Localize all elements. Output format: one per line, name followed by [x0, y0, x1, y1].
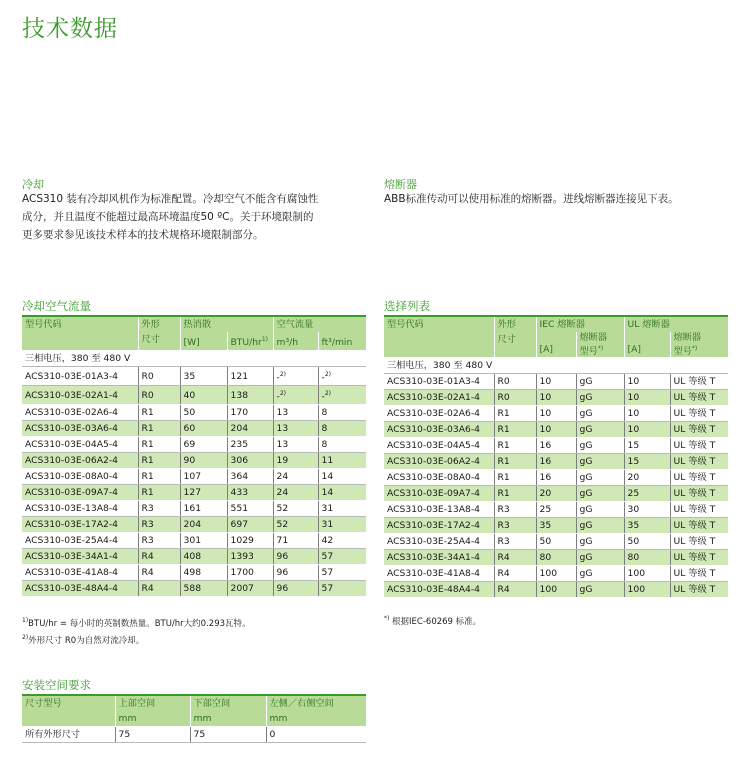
cell-type-code: ACS310-03E-41A8-4 — [384, 566, 494, 582]
fuse-body — [384, 374, 728, 598]
cell-ul-type: UL 等级 T — [670, 550, 728, 566]
cell-ul-a: 50 — [624, 534, 670, 550]
footnote-text: 外形尺寸 R0为自然对流冷却。 — [28, 635, 145, 646]
cell-ul-a: 15 — [624, 438, 670, 454]
airflow-table-title: 冷却空气流量 — [22, 299, 91, 313]
cell-frame: R1 — [138, 405, 180, 421]
cooling-text — [22, 190, 367, 244]
fuse-type-line2 — [674, 343, 726, 357]
cell-w: 127 — [180, 485, 227, 501]
cell-btu: 1700 — [227, 565, 273, 581]
cell-type-code: ACS310-03E-01A3-4 — [384, 374, 494, 390]
header-btu — [227, 332, 273, 351]
cell-ul-a: 80 — [624, 550, 670, 566]
cell-ft3: -$^{2)}$ — [318, 367, 366, 386]
cell-iec-type: gG — [576, 486, 624, 502]
cell-ul-a: 35 — [624, 518, 670, 534]
voltage-label: 三相电压，380 至 480 V — [384, 358, 728, 374]
cell-type-code: ACS310-03E-03A6-4 — [22, 421, 138, 437]
cell-iec-type: gG — [576, 406, 624, 422]
cell-iec-a: 100 — [536, 566, 576, 582]
airflow-header-row — [22, 317, 366, 332]
header-ul: UL 熔断器 — [624, 317, 728, 332]
header-size: 尺寸 — [494, 332, 536, 358]
table-row — [22, 727, 366, 743]
cell-ul-a: 100 — [624, 566, 670, 582]
cell-type-code: ACS310-03E-25A4-4 — [22, 533, 138, 549]
cell-ul-a: 10 — [624, 374, 670, 390]
cell-btu: 235 — [227, 437, 273, 453]
cell-ul-a: 10 — [624, 422, 670, 438]
header-iec-a: [A] — [536, 332, 576, 358]
header-bottom-unit: mm — [190, 711, 266, 727]
cell-ft3: 31 — [318, 517, 366, 533]
cell-ft3: 8 — [318, 437, 366, 453]
cell-m3h: 24 — [273, 485, 318, 501]
clearance-header-row-2 — [22, 711, 366, 727]
table-row — [22, 501, 366, 517]
cell-type-code: ACS310-03E-25A4-4 — [384, 534, 494, 550]
table-row — [22, 581, 366, 597]
header-frame: 外形 — [138, 317, 180, 332]
cell-ul-type: UL 等级 T — [670, 454, 728, 470]
cell-m3h: 96 — [273, 565, 318, 581]
cell-iec-a: 20 — [536, 486, 576, 502]
fuse-type-sup: *) — [691, 345, 698, 352]
cell-type-code: ACS310-03E-09A7-4 — [22, 485, 138, 501]
header-side: 左侧／右侧空间 — [266, 696, 366, 711]
fuse-type-line2 — [580, 343, 621, 357]
cell-type-code: ACS310-03E-34A1-4 — [384, 550, 494, 566]
cell-w: 161 — [180, 501, 227, 517]
cell-m3h: 13 — [273, 437, 318, 453]
cell-ul-type: UL 等级 T — [670, 518, 728, 534]
cell-m3h: 52 — [273, 501, 318, 517]
cell-iec-type: gG — [576, 470, 624, 486]
cell-type-code: ACS310-03E-04A5-4 — [22, 437, 138, 453]
cell-ul-type: UL 等级 T — [670, 534, 728, 550]
cell-frame: R3 — [494, 502, 536, 518]
header-side-unit: mm — [266, 711, 366, 727]
header-iec: IEC 熔断器 — [536, 317, 624, 332]
cell-ul-type: UL 等级 T — [670, 582, 728, 598]
header-blank — [384, 332, 494, 358]
r0-sup: 2) — [324, 371, 331, 379]
header-frame: 尺寸型号 — [22, 696, 115, 711]
cell-ul-a: 30 — [624, 502, 670, 518]
cell-btu: 364 — [227, 469, 273, 485]
cell-iec-a: 100 — [536, 582, 576, 598]
cell-btu: 121 — [227, 367, 273, 386]
cell-type-code: ACS310-03E-48A4-4 — [384, 582, 494, 598]
cell-btu: 1393 — [227, 549, 273, 565]
cell-m3h: 71 — [273, 533, 318, 549]
header-ul-fuse-type — [670, 332, 728, 358]
cell-iec-type: gG — [576, 374, 624, 390]
cell-type-code: ACS310-03E-04A5-4 — [384, 438, 494, 454]
clearance-header-row — [22, 696, 366, 711]
fuses-heading: 熔断器 — [384, 178, 417, 191]
cell-iec-type: gG — [576, 454, 624, 470]
header-blank — [22, 332, 138, 351]
cell-type-code: ACS310-03E-08A0-4 — [22, 469, 138, 485]
cell-type-code: ACS310-03E-03A6-4 — [384, 422, 494, 438]
cell-ul-a: 25 — [624, 486, 670, 502]
cell-type-code: ACS310-03E-01A3-4 — [22, 367, 138, 386]
cell-ft3: 57 — [318, 565, 366, 581]
cell-frame: R1 — [138, 453, 180, 469]
cell-m3h: 13 — [273, 405, 318, 421]
table-row — [22, 453, 366, 469]
cell-iec-a: 10 — [536, 390, 576, 406]
cell-frame: R0 — [494, 374, 536, 390]
header-ul-a: [A] — [624, 332, 670, 358]
table-row — [384, 566, 728, 582]
r0-sup: 2) — [324, 390, 331, 398]
table-row — [384, 470, 728, 486]
cell-iec-a: 25 — [536, 502, 576, 518]
table-row — [384, 534, 728, 550]
table-row — [22, 367, 366, 386]
cell-btu: 2007 — [227, 581, 273, 597]
cell-btu: 433 — [227, 485, 273, 501]
cell-type-code: ACS310-03E-02A6-4 — [384, 406, 494, 422]
cell-w: 498 — [180, 565, 227, 581]
cell-btu: 138 — [227, 386, 273, 405]
clearance-table — [22, 694, 366, 743]
cell-iec-a: 10 — [536, 406, 576, 422]
header-ft3: ft³/min — [318, 332, 366, 351]
cell-ul-type: UL 等级 T — [670, 470, 728, 486]
voltage-label: 三相电压，380 至 480 V — [22, 351, 366, 367]
cell-frame: R1 — [494, 422, 536, 438]
table-row — [384, 374, 728, 390]
header-size: 尺寸 — [138, 332, 180, 351]
cell-w: 69 — [180, 437, 227, 453]
cell-frame: R4 — [138, 565, 180, 581]
cell-ft3: 14 — [318, 485, 366, 501]
cell-frame: R4 — [494, 550, 536, 566]
table-row — [22, 533, 366, 549]
cell-ul-a: 15 — [624, 454, 670, 470]
cell-ft3: 8 — [318, 421, 366, 437]
airflow-body — [22, 367, 366, 597]
cell-ul-type: UL 等级 T — [670, 502, 728, 518]
cell-frame: R1 — [494, 438, 536, 454]
header-type-code: 型号代码 — [384, 317, 494, 332]
cell-iec-a: 10 — [536, 374, 576, 390]
cell-w: 35 — [180, 367, 227, 386]
cell-type-code: ACS310-03E-02A1-4 — [22, 386, 138, 405]
cell-iec-type: gG — [576, 390, 624, 406]
cell-frame: R4 — [138, 581, 180, 597]
cell-ft3: 8 — [318, 405, 366, 421]
cell-w: 408 — [180, 549, 227, 565]
cell-frame: R3 — [138, 501, 180, 517]
cell-iec-type: gG — [576, 566, 624, 582]
footnote-1 — [22, 614, 367, 631]
cell-type-code: ACS310-03E-13A8-4 — [22, 501, 138, 517]
cell-m3h: 52 — [273, 517, 318, 533]
cell-iec-type: gG — [576, 582, 624, 598]
table-row — [22, 549, 366, 565]
fuse-type-line1: 熔断器 — [673, 332, 702, 343]
table-row — [384, 550, 728, 566]
cell-iec-type: gG — [576, 550, 624, 566]
r0-sup: 2) — [279, 371, 286, 379]
cell-ul-a: 10 — [624, 406, 670, 422]
cell-w: 204 — [180, 517, 227, 533]
voltage-row — [384, 358, 728, 374]
cell-ft3: 14 — [318, 469, 366, 485]
table-row — [384, 486, 728, 502]
cell-type-code: ACS310-03E-06A2-4 — [22, 453, 138, 469]
cell-iec-a: 35 — [536, 518, 576, 534]
cell-iec-a: 80 — [536, 550, 576, 566]
header-heat: 热消散 — [180, 317, 273, 332]
header-type-code: 型号代码 — [22, 317, 138, 332]
table-row — [22, 517, 366, 533]
fuse-table — [384, 315, 728, 598]
cell-side: 0 — [266, 727, 366, 743]
cell-iec-a: 10 — [536, 422, 576, 438]
cell-ul-type: UL 等级 T — [670, 390, 728, 406]
cell-m3h: 24 — [273, 469, 318, 485]
footnote-mark: *) — [384, 615, 390, 622]
cell-btu: 551 — [227, 501, 273, 517]
table-row — [22, 421, 366, 437]
cell-frame: R0 — [138, 367, 180, 386]
cell-m3h: -$^{2)}$ — [273, 367, 318, 386]
cell-ul-type: UL 等级 T — [670, 566, 728, 582]
header-iec-fuse-type — [576, 332, 624, 358]
cell-btu: 204 — [227, 421, 273, 437]
btu-unit: BTU/hr — [230, 337, 262, 349]
cell-top: 75 — [115, 727, 190, 743]
footnote-text: 根据IEC-60269 标准。 — [392, 616, 482, 627]
cell-frame: R1 — [138, 485, 180, 501]
cell-iec-a: 16 — [536, 454, 576, 470]
cell-ul-type: UL 等级 T — [670, 374, 728, 390]
cell-w: 60 — [180, 421, 227, 437]
header-air: 空气流量 — [273, 317, 366, 332]
clearance-table-title: 安装空间要求 — [22, 678, 91, 692]
cell-iec-type: gG — [576, 518, 624, 534]
fuse-footnote — [384, 612, 729, 629]
cell-frame: 所有外形尺寸 — [22, 727, 115, 743]
r0-sup: 2) — [279, 390, 286, 398]
fuse-table-title: 选择列表 — [384, 299, 430, 313]
table-row — [22, 565, 366, 581]
cell-m3h: -$^{2)}$ — [273, 386, 318, 405]
cell-m3h: 96 — [273, 581, 318, 597]
cell-iec-type: gG — [576, 502, 624, 518]
table-row — [384, 438, 728, 454]
cell-type-code: ACS310-03E-08A0-4 — [384, 470, 494, 486]
cell-frame: R1 — [494, 406, 536, 422]
cell-btu: 306 — [227, 453, 273, 469]
cell-type-code: ACS310-03E-06A2-4 — [384, 454, 494, 470]
cell-ft3: 57 — [318, 581, 366, 597]
cell-iec-type: gG — [576, 534, 624, 550]
cell-m3h: 13 — [273, 421, 318, 437]
cell-ul-type: UL 等级 T — [670, 438, 728, 454]
cell-frame: R4 — [494, 566, 536, 582]
cell-ft3: 11 — [318, 453, 366, 469]
cell-ul-a: 100 — [624, 582, 670, 598]
cell-w: 90 — [180, 453, 227, 469]
cell-ul-type: UL 等级 T — [670, 422, 728, 438]
cell-type-code: ACS310-03E-09A7-4 — [384, 486, 494, 502]
header-frame: 外形 — [494, 317, 536, 332]
table-row — [22, 437, 366, 453]
cell-frame: R1 — [138, 469, 180, 485]
table-row — [384, 454, 728, 470]
fuse-type-sup: *) — [597, 345, 604, 352]
header-m3h: m³/h — [273, 332, 318, 351]
header-bottom: 下部空间 — [190, 696, 266, 711]
cell-frame: R1 — [494, 486, 536, 502]
table-row — [22, 405, 366, 421]
cell-type-code: ACS310-03E-02A6-4 — [22, 405, 138, 421]
cell-frame: R4 — [138, 549, 180, 565]
cell-iec-a: 16 — [536, 470, 576, 486]
cell-w: 301 — [180, 533, 227, 549]
cooling-heading: 冷却 — [22, 178, 44, 191]
fuses-line: ABB标准传动可以使用标准的熔断器。进线熔断器连接见下表。 — [384, 193, 679, 205]
cell-ft3: 31 — [318, 501, 366, 517]
cell-type-code: ACS310-03E-13A8-4 — [384, 502, 494, 518]
cell-type-code: ACS310-03E-41A8-4 — [22, 565, 138, 581]
cell-frame: R3 — [138, 517, 180, 533]
header-top: 上部空间 — [115, 696, 190, 711]
cell-ul-type: UL 等级 T — [670, 406, 728, 422]
table-row — [384, 518, 728, 534]
cell-type-code: ACS310-03E-17A2-4 — [384, 518, 494, 534]
table-row — [384, 582, 728, 598]
table-row — [22, 386, 366, 405]
cell-type-code: ACS310-03E-02A1-4 — [384, 390, 494, 406]
footnote-text: BTU/hr = 每小时的英制数热量。BTU/hr大约0.293瓦特。 — [28, 618, 251, 629]
table-row — [22, 469, 366, 485]
footnote-2 — [22, 631, 367, 648]
cooling-line: 成分，并且温度不能超过最高环境温度50 ºC。关于环境限制的 — [22, 211, 314, 223]
header-w: [W] — [180, 332, 227, 351]
header-blank — [22, 711, 115, 727]
airflow-header-row-2 — [22, 332, 366, 351]
cooling-line: 更多要求参见该技术样本的技术规格环境限制部分。 — [22, 229, 264, 241]
cell-ul-a: 20 — [624, 470, 670, 486]
cell-m3h: 96 — [273, 549, 318, 565]
cell-frame: R1 — [138, 437, 180, 453]
cell-btu: 1029 — [227, 533, 273, 549]
fuse-header-row-2 — [384, 332, 728, 358]
cell-w: 588 — [180, 581, 227, 597]
cell-frame: R4 — [494, 582, 536, 598]
cell-btu: 170 — [227, 405, 273, 421]
table-row — [22, 485, 366, 501]
cell-frame: R3 — [494, 518, 536, 534]
cell-type-code: ACS310-03E-17A2-4 — [22, 517, 138, 533]
fuse-type-label: 型号 — [673, 346, 692, 358]
cell-type-code: ACS310-03E-34A1-4 — [22, 549, 138, 565]
cell-frame: R0 — [494, 390, 536, 406]
cell-iec-type: gG — [576, 438, 624, 454]
cell-btu: 697 — [227, 517, 273, 533]
cell-m3h: 19 — [273, 453, 318, 469]
page-title: 技术数据 — [22, 16, 118, 42]
cell-ul-type: UL 等级 T — [670, 486, 728, 502]
table-row — [384, 390, 728, 406]
cell-ft3: 57 — [318, 549, 366, 565]
cooling-line: ACS310 装有冷却风机作为标准配置。冷却空气不能含有腐蚀性 — [22, 193, 319, 205]
cell-iec-type: gG — [576, 422, 624, 438]
footnote-mark: 2) — [22, 633, 29, 641]
footnote-mark: 1) — [22, 617, 29, 624]
cell-ul-a: 10 — [624, 390, 670, 406]
cell-type-code: ACS310-03E-48A4-4 — [22, 581, 138, 597]
cell-frame: R3 — [138, 533, 180, 549]
airflow-table — [22, 315, 366, 597]
fuse-type-line1: 熔断器 — [579, 332, 608, 343]
cell-frame: R1 — [494, 454, 536, 470]
header-top-unit: mm — [115, 711, 190, 727]
cell-w: 107 — [180, 469, 227, 485]
fuses-text — [384, 190, 734, 208]
fuse-header-row — [384, 317, 728, 332]
cell-ft3: -$^{2)}$ — [318, 386, 366, 405]
cell-iec-a: 16 — [536, 438, 576, 454]
airflow-footnotes — [22, 614, 367, 648]
cell-w: 50 — [180, 405, 227, 421]
cell-iec-a: 50 — [536, 534, 576, 550]
table-row — [384, 422, 728, 438]
table-row — [384, 406, 728, 422]
cell-frame: R1 — [494, 470, 536, 486]
fuse-type-label: 型号 — [579, 346, 598, 358]
cell-w: 40 — [180, 386, 227, 405]
cell-ft3: 42 — [318, 533, 366, 549]
table-row — [384, 502, 728, 518]
cell-frame: R0 — [138, 386, 180, 405]
cell-frame: R3 — [494, 534, 536, 550]
voltage-row — [22, 351, 366, 367]
btu-sup: 1) — [261, 336, 269, 343]
cell-frame: R1 — [138, 421, 180, 437]
cell-bottom: 75 — [190, 727, 266, 743]
